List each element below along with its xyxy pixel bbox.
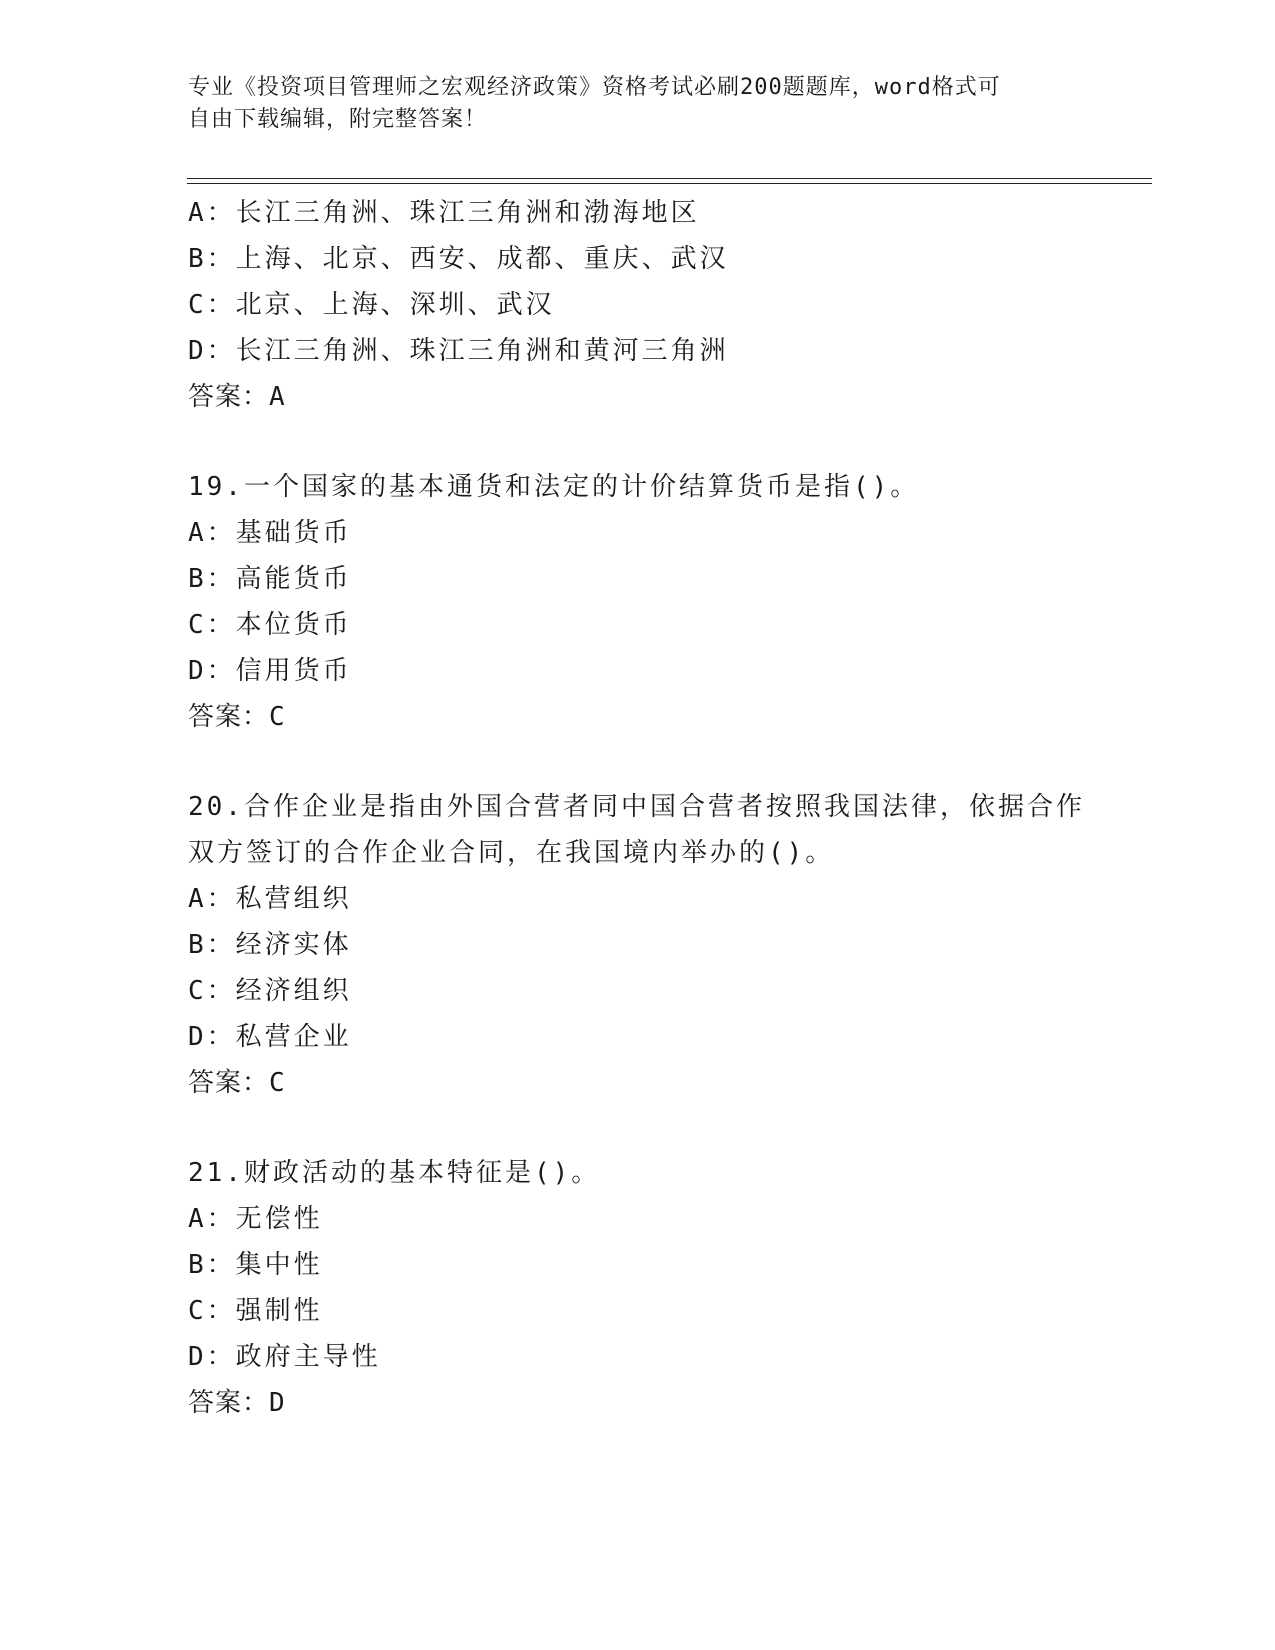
option-b: B：集中性 [188, 1250, 323, 1280]
question-20-block [188, 784, 1088, 1106]
option-c: C：本位货币 [188, 610, 352, 640]
option-d: D：政府主导性 [188, 1342, 381, 1372]
option-a: A：基础货币 [188, 518, 352, 548]
option-c: C：经济组织 [188, 976, 352, 1006]
option-b: B：上海、北京、西安、成都、重庆、武汉 [188, 244, 729, 274]
option-a: A：无偿性 [188, 1204, 323, 1234]
answer: 答案：C [188, 702, 286, 732]
question-list [188, 190, 1088, 1426]
question-21-block [188, 1150, 1088, 1426]
header-line-2: 自由下载编辑，附完整答案！ [188, 107, 488, 132]
header-divider-top [187, 178, 1152, 179]
option-d: D：长江三角洲、珠江三角洲和黄河三角洲 [188, 336, 729, 366]
answer: 答案：C [188, 1068, 286, 1098]
option-d: D：信用货币 [188, 656, 352, 686]
spacer [188, 420, 1088, 464]
spacer [188, 740, 1088, 784]
option-c: C：强制性 [188, 1296, 323, 1326]
spacer [188, 1106, 1088, 1150]
option-a: A：长江三角洲、珠江三角洲和渤海地区 [188, 198, 700, 228]
question-text-line-2: 双方签订的合作企业合同，在我国境内举办的()。 [188, 838, 835, 868]
option-b: B：高能货币 [188, 564, 352, 594]
document-header [188, 72, 1068, 136]
question-18-block [188, 190, 1088, 420]
question-19-block [188, 464, 1088, 740]
question-text-line-1: 20.合作企业是指由外国合营者同中国合营者按照我国法律，依据合作 [188, 792, 1085, 822]
option-a: A：私营组织 [188, 884, 352, 914]
option-b: B：经济实体 [188, 930, 352, 960]
answer: 答案：D [188, 1388, 286, 1418]
option-c: C：北京、上海、深圳、武汉 [188, 290, 555, 320]
question-text: 19.一个国家的基本通货和法定的计价结算货币是指()。 [188, 472, 920, 502]
question-text: 21.财政活动的基本特征是()。 [188, 1158, 601, 1188]
answer: 答案：A [188, 382, 286, 412]
header-line-1: 专业《投资项目管理师之宏观经济政策》资格考试必刷200题题库，word格式可 [188, 75, 1001, 100]
header-divider-bottom [187, 183, 1152, 184]
option-d: D：私营企业 [188, 1022, 352, 1052]
